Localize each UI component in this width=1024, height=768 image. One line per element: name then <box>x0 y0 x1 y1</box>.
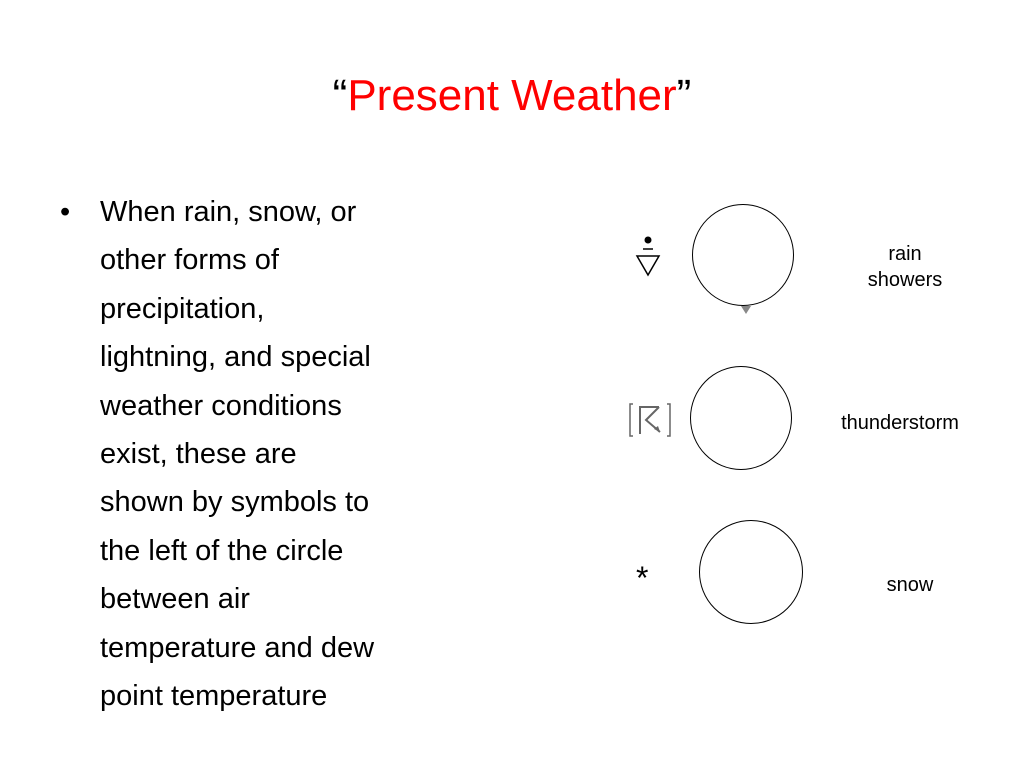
station-circle <box>692 204 794 306</box>
label-line: showers <box>867 269 943 291</box>
triangle-marker-icon <box>740 305 752 315</box>
thunderstorm-label <box>815 410 985 436</box>
station-circle <box>690 366 792 470</box>
snow-symbol-icon: * <box>636 560 649 596</box>
bullet-line: weather conditions <box>100 389 342 422</box>
rain-shower-symbol-icon <box>630 232 666 278</box>
bullet-line: point temperature <box>100 680 328 713</box>
bullet-line: precipitation, <box>100 292 265 325</box>
slide-title <box>0 66 1024 126</box>
bullet-text <box>100 188 500 720</box>
title-open-quote: “ <box>332 71 348 120</box>
label-line: snow <box>886 574 934 596</box>
thunderstorm-symbol-icon <box>626 400 674 440</box>
bullet-line: When rain, snow, or <box>100 196 357 228</box>
rain-showers-label <box>840 241 970 293</box>
station-circle <box>699 520 803 624</box>
snow-label <box>850 572 970 598</box>
bullet-line: temperature and dew <box>100 631 375 664</box>
bullet-line: lightning, and special <box>100 341 371 374</box>
title-text: Present Weather <box>347 71 677 120</box>
bullet-line: exist, these are <box>100 438 297 471</box>
bullet-line: the left of the circle <box>100 534 344 567</box>
bullet-dot: • <box>60 196 71 228</box>
bullet-line: between air <box>100 583 250 616</box>
label-line: rain <box>888 243 922 265</box>
label-line: thunderstorm <box>841 412 959 434</box>
bullet-line: shown by symbols to <box>100 486 370 519</box>
bullet-line: other forms of <box>100 244 279 277</box>
title-close-quote: ” <box>676 71 692 120</box>
